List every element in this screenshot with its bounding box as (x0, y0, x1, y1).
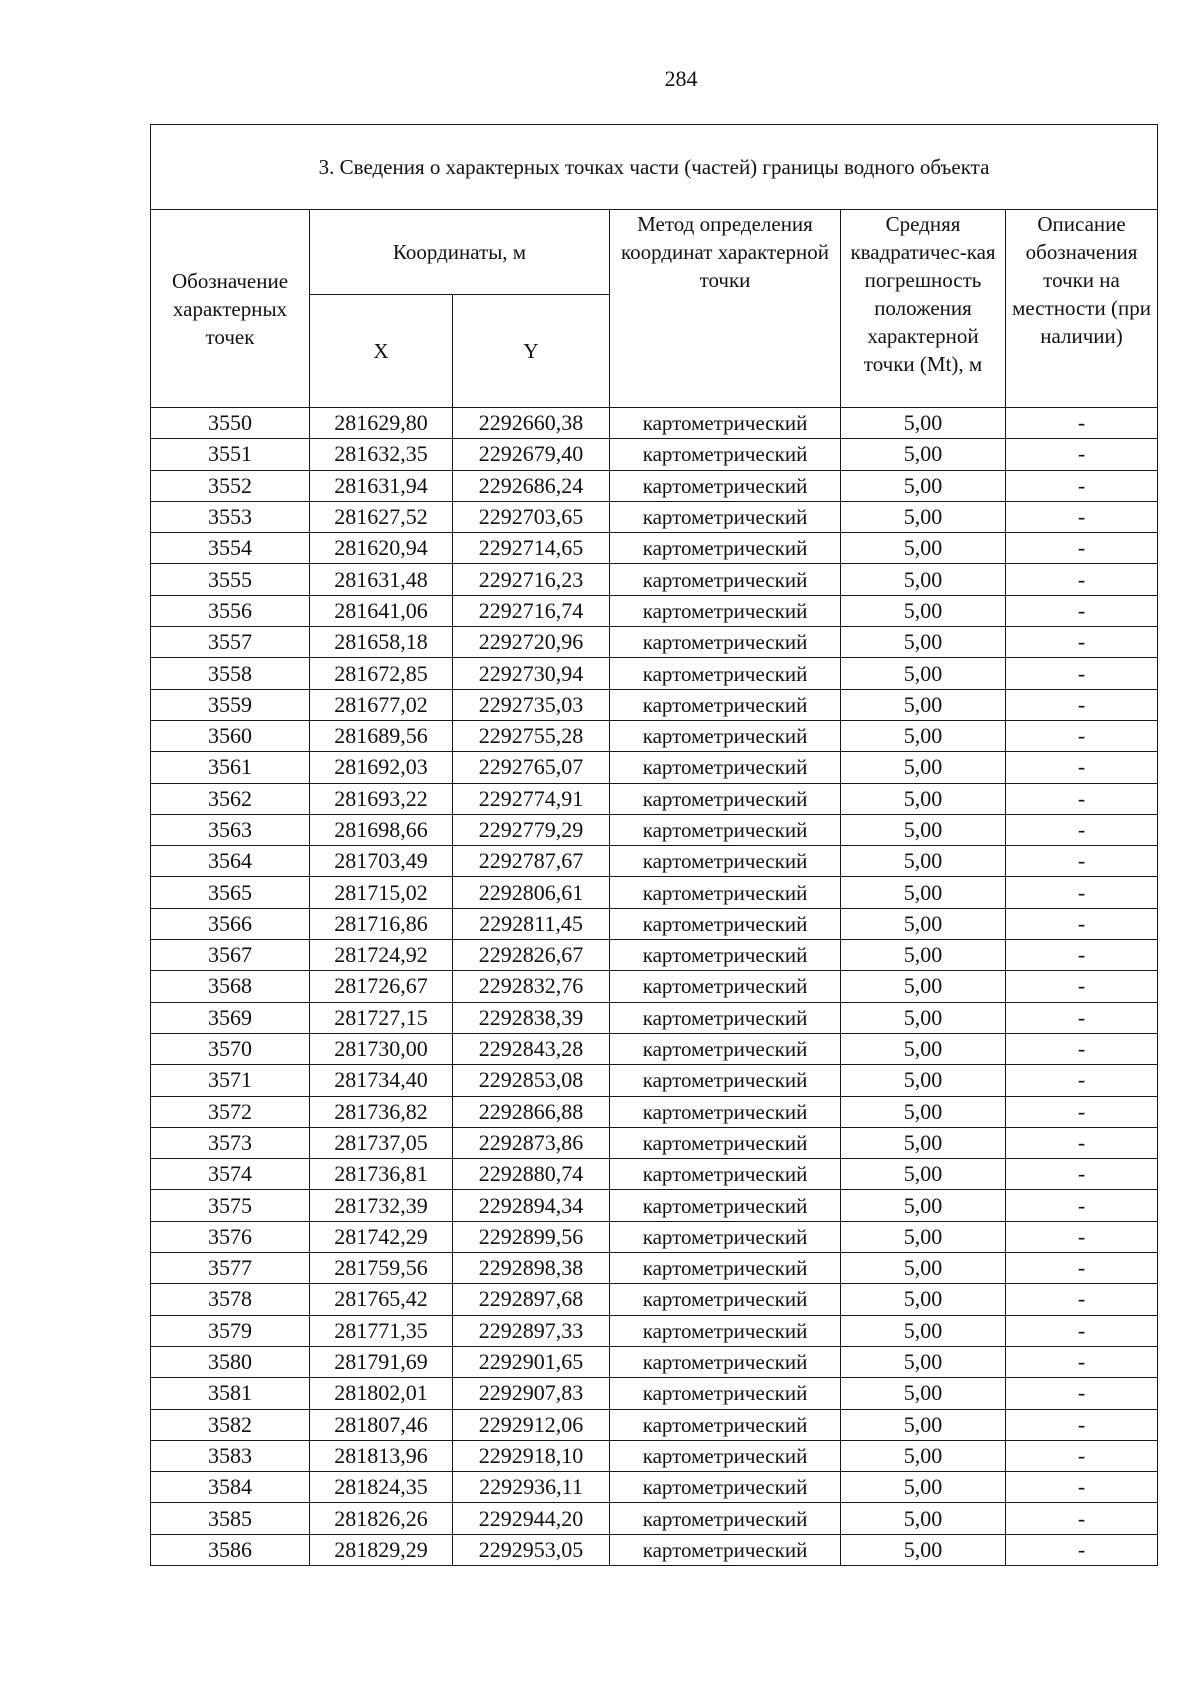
cell-description: - (1006, 1503, 1158, 1534)
cell-method: картометрический (610, 846, 841, 877)
cell-description: - (1006, 1440, 1158, 1471)
table-row (151, 1409, 1158, 1440)
cell-method: картометрический (610, 1096, 841, 1127)
cell-y: 2292774,91 (453, 783, 610, 814)
cell-y: 2292953,05 (453, 1534, 610, 1565)
cell-description: - (1006, 1127, 1158, 1158)
cell-y: 2292944,20 (453, 1503, 610, 1534)
cell-x: 281716,86 (310, 908, 453, 939)
cell-point-id: 3576 (151, 1221, 310, 1252)
cell-y: 2292899,56 (453, 1221, 610, 1252)
table-row (151, 470, 1158, 501)
table-row (151, 627, 1158, 658)
table-row (151, 1440, 1158, 1471)
table-row (151, 1159, 1158, 1190)
cell-point-id: 3580 (151, 1346, 310, 1377)
cell-x: 281765,42 (310, 1284, 453, 1315)
header-y: Y (453, 295, 610, 408)
cell-mt: 5,00 (841, 1378, 1006, 1409)
cell-mt: 5,00 (841, 814, 1006, 845)
header-method: Метод определения координат характерной точки (610, 210, 841, 408)
cell-y: 2292894,34 (453, 1190, 610, 1221)
cell-mt: 5,00 (841, 1534, 1006, 1565)
cell-point-id: 3567 (151, 940, 310, 971)
cell-point-id: 3561 (151, 752, 310, 783)
table-row (151, 720, 1158, 751)
table-row (151, 814, 1158, 845)
cell-point-id: 3585 (151, 1503, 310, 1534)
cell-method: картометрический (610, 1440, 841, 1471)
cell-description: - (1006, 1096, 1158, 1127)
cell-x: 281703,49 (310, 846, 453, 877)
table-row (151, 846, 1158, 877)
cell-point-id: 3556 (151, 595, 310, 626)
table-row (151, 595, 1158, 626)
cell-mt: 5,00 (841, 627, 1006, 658)
table-row (151, 971, 1158, 1002)
cell-method: картометрический (610, 1378, 841, 1409)
cell-y: 2292897,33 (453, 1315, 610, 1346)
cell-point-id: 3555 (151, 564, 310, 595)
cell-description: - (1006, 971, 1158, 1002)
table-row (151, 783, 1158, 814)
cell-mt: 5,00 (841, 1065, 1006, 1096)
table-body (151, 408, 1158, 1566)
cell-x: 281620,94 (310, 533, 453, 564)
cell-mt: 5,00 (841, 752, 1006, 783)
cell-y: 2292660,38 (453, 408, 610, 439)
table-header (151, 125, 1158, 408)
cell-method: картометрический (610, 1503, 841, 1534)
cell-x: 281629,80 (310, 408, 453, 439)
cell-description: - (1006, 1002, 1158, 1033)
cell-mt: 5,00 (841, 1002, 1006, 1033)
cell-y: 2292838,39 (453, 1002, 610, 1033)
cell-description: - (1006, 1065, 1158, 1096)
cell-mt: 5,00 (841, 564, 1006, 595)
table-row (151, 1346, 1158, 1377)
cell-x: 281807,46 (310, 1409, 453, 1440)
cell-x: 281759,56 (310, 1253, 453, 1284)
cell-y: 2292901,65 (453, 1346, 610, 1377)
cell-x: 281826,26 (310, 1503, 453, 1534)
cell-method: картометрический (610, 564, 841, 595)
cell-description: - (1006, 940, 1158, 971)
cell-x: 281730,00 (310, 1033, 453, 1064)
cell-x: 281813,96 (310, 1440, 453, 1471)
cell-point-id: 3559 (151, 689, 310, 720)
cell-mt: 5,00 (841, 1033, 1006, 1064)
cell-x: 281736,82 (310, 1096, 453, 1127)
cell-y: 2292843,28 (453, 1033, 610, 1064)
header-description: Описание обозначения точки на местности (при наличии) (1006, 210, 1158, 408)
cell-x: 281742,29 (310, 1221, 453, 1252)
cell-mt: 5,00 (841, 501, 1006, 532)
cell-x: 281734,40 (310, 1065, 453, 1096)
cell-description: - (1006, 1472, 1158, 1503)
cell-mt: 5,00 (841, 658, 1006, 689)
cell-method: картометрический (610, 1472, 841, 1503)
cell-method: картометрический (610, 783, 841, 814)
cell-mt: 5,00 (841, 1503, 1006, 1534)
table-row (151, 1033, 1158, 1064)
cell-x: 281692,03 (310, 752, 453, 783)
table-row (151, 877, 1158, 908)
table-row (151, 1002, 1158, 1033)
cell-mt: 5,00 (841, 408, 1006, 439)
table-row (151, 1190, 1158, 1221)
cell-point-id: 3565 (151, 877, 310, 908)
cell-y: 2292679,40 (453, 439, 610, 470)
cell-mt: 5,00 (841, 846, 1006, 877)
table-row (151, 1253, 1158, 1284)
cell-point-id: 3570 (151, 1033, 310, 1064)
cell-point-id: 3553 (151, 501, 310, 532)
cell-y: 2292714,65 (453, 533, 610, 564)
cell-y: 2292832,76 (453, 971, 610, 1002)
cell-description: - (1006, 1253, 1158, 1284)
cell-x: 281698,66 (310, 814, 453, 845)
table-row (151, 408, 1158, 439)
cell-y: 2292720,96 (453, 627, 610, 658)
cell-method: картометрический (610, 971, 841, 1002)
cell-point-id: 3554 (151, 533, 310, 564)
cell-point-id: 3584 (151, 1472, 310, 1503)
table-row (151, 1065, 1158, 1096)
cell-y: 2292787,67 (453, 846, 610, 877)
cell-method: картометрический (610, 658, 841, 689)
cell-y: 2292779,29 (453, 814, 610, 845)
cell-mt: 5,00 (841, 1440, 1006, 1471)
cell-mt: 5,00 (841, 1409, 1006, 1440)
table-row (151, 1378, 1158, 1409)
page-number: 284 (664, 66, 698, 91)
cell-method: картометрический (610, 1409, 841, 1440)
cell-y: 2292918,10 (453, 1440, 610, 1471)
cell-method: картометрический (610, 470, 841, 501)
table-row (151, 1284, 1158, 1315)
cell-point-id: 3581 (151, 1378, 310, 1409)
table-row (151, 564, 1158, 595)
cell-mt: 5,00 (841, 940, 1006, 971)
cell-point-id: 3551 (151, 439, 310, 470)
cell-y: 2292716,23 (453, 564, 610, 595)
cell-x: 281727,15 (310, 1002, 453, 1033)
cell-description: - (1006, 408, 1158, 439)
cell-method: картометрический (610, 595, 841, 626)
cell-x: 281802,01 (310, 1378, 453, 1409)
cell-x: 281771,35 (310, 1315, 453, 1346)
cell-method: картометрический (610, 908, 841, 939)
cell-x: 281736,81 (310, 1159, 453, 1190)
cell-y: 2292811,45 (453, 908, 610, 939)
cell-mt: 5,00 (841, 595, 1006, 626)
cell-method: картометрический (610, 408, 841, 439)
cell-method: картометрический (610, 720, 841, 751)
cell-description: - (1006, 752, 1158, 783)
cell-method: картометрический (610, 627, 841, 658)
cell-point-id: 3562 (151, 783, 310, 814)
cell-point-id: 3578 (151, 1284, 310, 1315)
cell-method: картометрический (610, 1253, 841, 1284)
cell-x: 281631,48 (310, 564, 453, 595)
cell-method: картометрический (610, 1534, 841, 1565)
cell-y: 2292755,28 (453, 720, 610, 751)
cell-method: картометрический (610, 1315, 841, 1346)
cell-point-id: 3564 (151, 846, 310, 877)
cell-method: картометрический (610, 1190, 841, 1221)
cell-mt: 5,00 (841, 1253, 1006, 1284)
table-row (151, 908, 1158, 939)
cell-mt: 5,00 (841, 1127, 1006, 1158)
table-row (151, 1503, 1158, 1534)
cell-y: 2292686,24 (453, 470, 610, 501)
cell-point-id: 3566 (151, 908, 310, 939)
cell-description: - (1006, 814, 1158, 845)
cell-method: картометрический (610, 1065, 841, 1096)
cell-point-id: 3557 (151, 627, 310, 658)
cell-x: 281726,67 (310, 971, 453, 1002)
cell-description: - (1006, 846, 1158, 877)
cell-y: 2292866,88 (453, 1096, 610, 1127)
cell-y: 2292853,08 (453, 1065, 610, 1096)
table-row (151, 752, 1158, 783)
cell-description: - (1006, 1284, 1158, 1315)
cell-description: - (1006, 627, 1158, 658)
table-row (151, 533, 1158, 564)
cell-method: картометрический (610, 1346, 841, 1377)
cell-x: 281658,18 (310, 627, 453, 658)
cell-mt: 5,00 (841, 1315, 1006, 1346)
cell-method: картометрический (610, 752, 841, 783)
cell-description: - (1006, 564, 1158, 595)
cell-description: - (1006, 1315, 1158, 1346)
cell-mt: 5,00 (841, 783, 1006, 814)
cell-mt: 5,00 (841, 1284, 1006, 1315)
table-row (151, 1315, 1158, 1346)
cell-method: картометрический (610, 877, 841, 908)
cell-x: 281693,22 (310, 783, 453, 814)
cell-description: - (1006, 1409, 1158, 1440)
section-title: 3. Сведения о характерных точках части (частей) границы водного объекта (151, 125, 1158, 210)
cell-mt: 5,00 (841, 971, 1006, 1002)
cell-mt: 5,00 (841, 1190, 1006, 1221)
cell-point-id: 3568 (151, 971, 310, 1002)
cell-description: - (1006, 783, 1158, 814)
cell-description: - (1006, 533, 1158, 564)
cell-method: картометрический (610, 1284, 841, 1315)
cell-point-id: 3572 (151, 1096, 310, 1127)
table-row (151, 1221, 1158, 1252)
cell-point-id: 3574 (151, 1159, 310, 1190)
cell-y: 2292912,06 (453, 1409, 610, 1440)
cell-description: - (1006, 689, 1158, 720)
cell-mt: 5,00 (841, 533, 1006, 564)
cell-description: - (1006, 439, 1158, 470)
cell-description: - (1006, 908, 1158, 939)
cell-point-id: 3558 (151, 658, 310, 689)
cell-point-id: 3579 (151, 1315, 310, 1346)
cell-y: 2292716,74 (453, 595, 610, 626)
cell-description: - (1006, 720, 1158, 751)
cell-x: 281641,06 (310, 595, 453, 626)
table-row (151, 1534, 1158, 1565)
cell-method: картометрический (610, 1221, 841, 1252)
cell-method: картометрический (610, 1127, 841, 1158)
cell-mt: 5,00 (841, 439, 1006, 470)
cell-point-id: 3575 (151, 1190, 310, 1221)
cell-y: 2292873,86 (453, 1127, 610, 1158)
cell-description: - (1006, 1190, 1158, 1221)
table-row (151, 1127, 1158, 1158)
cell-mt: 5,00 (841, 720, 1006, 751)
cell-y: 2292880,74 (453, 1159, 610, 1190)
cell-point-id: 3571 (151, 1065, 310, 1096)
cell-point-id: 3582 (151, 1409, 310, 1440)
cell-mt: 5,00 (841, 877, 1006, 908)
cell-y: 2292897,68 (453, 1284, 610, 1315)
cell-mt: 5,00 (841, 1472, 1006, 1503)
cell-y: 2292898,38 (453, 1253, 610, 1284)
cell-description: - (1006, 470, 1158, 501)
cell-mt: 5,00 (841, 1096, 1006, 1127)
cell-description: - (1006, 501, 1158, 532)
cell-method: картометрический (610, 501, 841, 532)
cell-method: картометрический (610, 533, 841, 564)
cell-method: картометрический (610, 689, 841, 720)
cell-x: 281715,02 (310, 877, 453, 908)
cell-point-id: 3569 (151, 1002, 310, 1033)
table-row (151, 940, 1158, 971)
cell-x: 281632,35 (310, 439, 453, 470)
points-table-container (150, 124, 1157, 1566)
cell-x: 281677,02 (310, 689, 453, 720)
cell-description: - (1006, 1346, 1158, 1377)
cell-x: 281724,92 (310, 940, 453, 971)
table-row (151, 1096, 1158, 1127)
cell-x: 281737,05 (310, 1127, 453, 1158)
cell-point-id: 3560 (151, 720, 310, 751)
cell-description: - (1006, 595, 1158, 626)
cell-method: картометрический (610, 439, 841, 470)
table-row (151, 1472, 1158, 1503)
cell-description: - (1006, 658, 1158, 689)
cell-y: 2292735,03 (453, 689, 610, 720)
cell-method: картометрический (610, 814, 841, 845)
cell-point-id: 3577 (151, 1253, 310, 1284)
cell-description: - (1006, 1378, 1158, 1409)
cell-x: 281689,56 (310, 720, 453, 751)
cell-point-id: 3552 (151, 470, 310, 501)
cell-description: - (1006, 877, 1158, 908)
cell-mt: 5,00 (841, 1221, 1006, 1252)
cell-method: картометрический (610, 1159, 841, 1190)
cell-y: 2292765,07 (453, 752, 610, 783)
cell-point-id: 3573 (151, 1127, 310, 1158)
table-row (151, 439, 1158, 470)
header-coordinates: Координаты, м (310, 210, 610, 295)
cell-y: 2292936,11 (453, 1472, 610, 1503)
cell-mt: 5,00 (841, 908, 1006, 939)
cell-y: 2292703,65 (453, 501, 610, 532)
cell-point-id: 3563 (151, 814, 310, 845)
cell-mt: 5,00 (841, 1346, 1006, 1377)
cell-y: 2292826,67 (453, 940, 610, 971)
cell-x: 281627,52 (310, 501, 453, 532)
cell-x: 281672,85 (310, 658, 453, 689)
cell-description: - (1006, 1159, 1158, 1190)
cell-point-id: 3550 (151, 408, 310, 439)
cell-description: - (1006, 1221, 1158, 1252)
table-row (151, 689, 1158, 720)
cell-point-id: 3583 (151, 1440, 310, 1471)
cell-mt: 5,00 (841, 689, 1006, 720)
cell-description: - (1006, 1033, 1158, 1064)
cell-x: 281631,94 (310, 470, 453, 501)
cell-description: - (1006, 1534, 1158, 1565)
cell-x: 281824,35 (310, 1472, 453, 1503)
cell-point-id: 3586 (151, 1534, 310, 1565)
header-designation: Обозначение характерных точек (151, 210, 310, 408)
cell-mt: 5,00 (841, 470, 1006, 501)
cell-x: 281829,29 (310, 1534, 453, 1565)
header-rmse: Средняя квадратичес-кая погрешность положения характерной точки (Mt), м (841, 210, 1006, 408)
cell-method: картометрический (610, 1033, 841, 1064)
header-x: X (310, 295, 453, 408)
points-table (150, 124, 1158, 1566)
cell-mt: 5,00 (841, 1159, 1006, 1190)
cell-method: картометрический (610, 1002, 841, 1033)
cell-x: 281732,39 (310, 1190, 453, 1221)
cell-y: 2292806,61 (453, 877, 610, 908)
cell-y: 2292907,83 (453, 1378, 610, 1409)
table-row (151, 501, 1158, 532)
cell-method: картометрический (610, 940, 841, 971)
cell-x: 281791,69 (310, 1346, 453, 1377)
table-row (151, 658, 1158, 689)
cell-y: 2292730,94 (453, 658, 610, 689)
